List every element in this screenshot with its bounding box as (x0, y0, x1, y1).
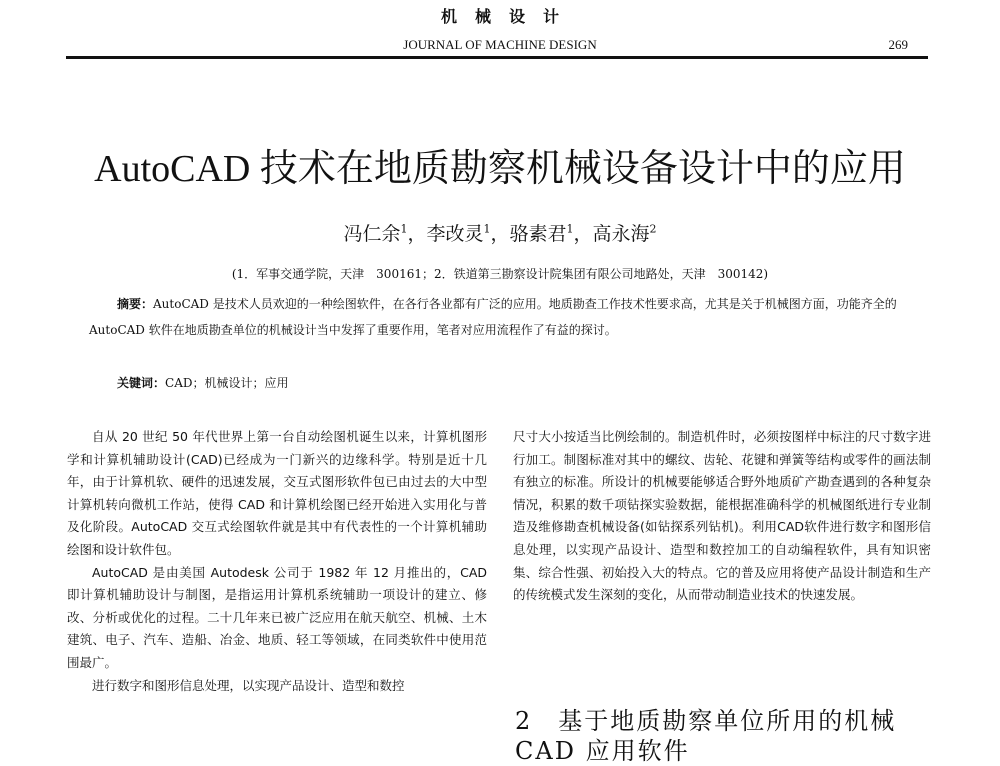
body-paragraph: 自从 20 世纪 50 年代世界上第一台自动绘图机诞生以来，计算机图形学和计算机辅助设计(CAD)已经成为一门新兴的边缘科学。特别是近十几年，由于计算机软、硬件的迅速发展，交互式图形软件包已由过去的大中型计算机转向微机工作站，使得 CAD 和计算机绘图已经开始进入实用化与普及化阶段。AutoCAD 交互式绘图软件就是其中有代表性的一个计算机辅助绘图和设计软件包。 (67, 429, 487, 557)
author-name: 冯仁余 (343, 223, 401, 245)
page-number: 269 (888, 37, 908, 52)
body-column-right (513, 426, 931, 607)
keywords-label: 关键词： (117, 376, 166, 390)
keywords (117, 370, 289, 396)
author-affil-mark: 1 (566, 222, 574, 236)
author-affil-mark: 1 (483, 222, 491, 236)
author-separator: ， (573, 223, 593, 245)
author-name: 高永海 (592, 223, 650, 245)
abstract-text: AutoCAD 是技术人员欢迎的一种绘图软件，在各行各业都有广泛的应用。地质勘查工作技术性要求高，尤其是关于机械图方面，功能齐全的 AutoCAD 软件在地质勘查单位的机械设计当中发挥了重要作用，笔者对应用流程作了有益的探讨。 (89, 297, 897, 337)
abstract-label: 摘要： (117, 297, 154, 311)
author-separator: ， (490, 223, 510, 245)
abstract (89, 291, 929, 343)
body-paragraph: 进行数字和图形信息处理，以实现产品设计、造型和数控 (92, 677, 405, 693)
author-affil-mark: 1 (400, 222, 408, 236)
body-column-left (67, 426, 487, 697)
keywords-text: CAD；机械设计；应用 (165, 376, 289, 390)
body-paragraph: AutoCAD 是由美国 Autodesk 公司于 1982 年 12 月推出的，CAD 即计算机辅助设计与制图，是指运用计算机系统辅助一项设计的建立、修改、分析或优化的过程。二十几年来已被广泛应用在航天航空、机械、土木建筑、电子、汽车、造船、冶金、地质、轻工等领域，在同类软件中使用范围最广。 (67, 564, 487, 670)
author-list (0, 219, 1000, 246)
article-title: AutoCAD 技术在地质勘察机械设备设计中的应用 (94, 148, 906, 190)
journal-title-en: JOURNAL OF MACHINE DESIGN (403, 37, 597, 52)
affiliations: (1．军事交通学院，天津 300161；2．铁道第三勘察设计院集团有限公司地路处，天津 300142) (231, 267, 769, 281)
author-separator: ， (407, 223, 427, 245)
section-heading: 2 基于地质勘察单位所用的机械 CAD 应用软件 (515, 707, 897, 765)
journal-title-cn: 机械设计 (440, 7, 577, 26)
body-paragraph: 尺寸大小按适当比例绘制的。制造机件时，必须按图样中标注的尺寸数字进行加工。制图标准对其中的螺纹、齿轮、花键和弹簧等结构或零件的画法制有独立的标准。所设计的机械要能够适合野外地质矿产勘查遇到的各种复杂情况，积累的数千项钻探实验数据，能根据准确科学的机械图纸进行专业制造及维修勘查机械设备(如钻探系列钻机)。利用CAD软件进行数字和图形信息处理，以实现产品设计、造型和数控加工的自动编程软件，具有知识密集、综合性强、初始投入大的特点。它的普及应用将使产品设计制造和生产的传统模式发生深刻的变化，从而带动制造业技术的快速发展。 (513, 429, 931, 603)
header-rule (66, 56, 928, 59)
author-name: 李改灵 (426, 223, 484, 245)
author-affil-mark: 2 (649, 222, 657, 236)
author-name: 骆素君 (509, 223, 567, 245)
